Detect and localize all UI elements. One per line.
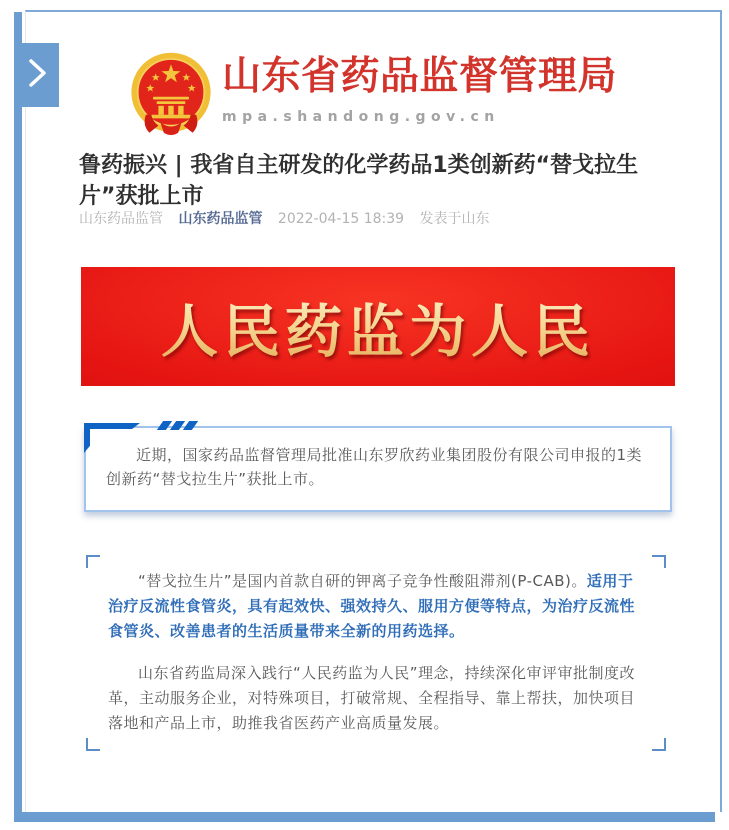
body-paragraph-1-highlight: 适用于治疗反流性食管炎，具有起效快、强效持久、服用方便等特点，为治疗反流性食管炎、改善患者的生活质量带来全新的用药选择。	[108, 572, 636, 640]
quote-section	[86, 555, 666, 751]
corner-bar-decoration	[84, 423, 140, 429]
bracket-bottom-right-icon	[652, 738, 666, 751]
site-title: 山东省药品监督管理局	[222, 54, 618, 99]
site-url: mpa.shandong.gov.cn	[222, 108, 500, 125]
site-header	[222, 56, 617, 125]
article-byline	[79, 208, 501, 228]
body-paragraph-2: 山东省药监局深入践行“人民药监为人民”理念，持续深化审评审批制度改革，主动服务企业，对特殊项目，打破常规、全程指导、靠上帮扶，加快项目落地和产品上市，助推我省医药产业高质量发展。	[108, 664, 636, 732]
national-emblem-logo	[126, 48, 216, 142]
chevron-right-icon	[22, 51, 52, 99]
page-accent-bottom	[14, 812, 715, 822]
lead-paragraph-box	[84, 426, 672, 512]
article-title: 鲁药振兴 | 我省自主研发的化学药品1类创新药“替戈拉生片”获批上市	[79, 153, 639, 209]
slogan-text: 人民药监为人民	[161, 286, 595, 368]
publish-location: 发表于山东	[419, 211, 490, 227]
account-link[interactable]: 山东药品监管	[178, 211, 263, 227]
bracket-top-left-icon	[86, 555, 100, 568]
bracket-top-right-icon	[652, 555, 666, 568]
expand-button[interactable]	[14, 43, 59, 107]
bracket-bottom-left-icon	[86, 738, 100, 751]
publish-time: 2022-04-15 18:39	[277, 211, 405, 227]
body-paragraph-1	[108, 569, 644, 644]
body-paragraph-1-plain: “替戈拉生片”是国内首款自研的钾离子竞争性酸阻滞剂(P-CAB)。	[138, 572, 587, 590]
author-name: 山东药品监管	[79, 211, 163, 227]
page-accent-left	[14, 12, 22, 822]
lead-paragraph: 近期，国家药品监督管理局批准山东罗欣药业集团股份有限公司申报的1类创新药“替戈拉生片”获批上市。	[106, 446, 643, 488]
article-card	[25, 10, 722, 812]
slogan-banner-image	[81, 267, 675, 386]
